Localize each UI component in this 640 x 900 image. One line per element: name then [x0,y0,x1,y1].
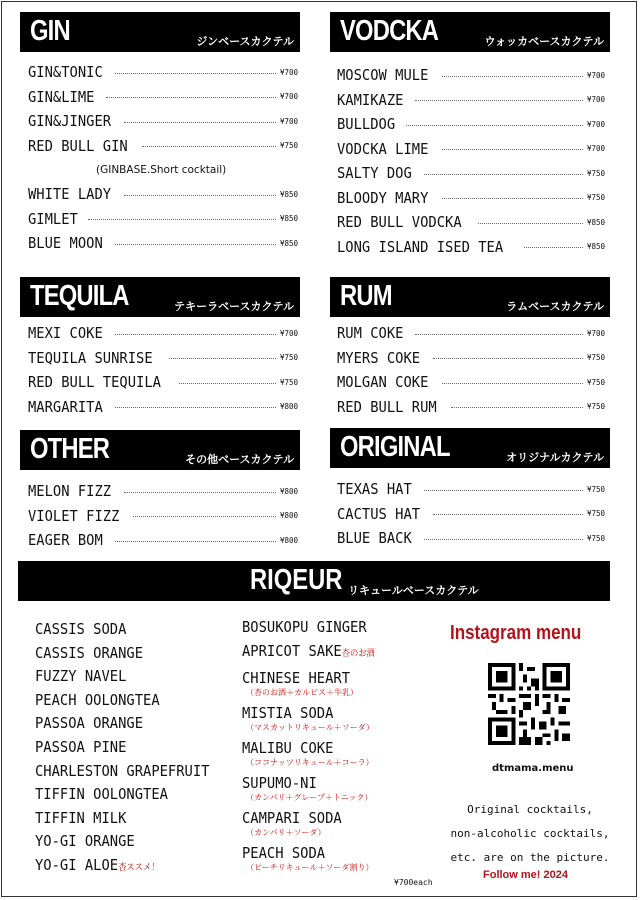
item-price: ¥850 [586,242,605,252]
item-name: MARGARITA [28,397,103,416]
item-price: ¥800 [279,402,298,412]
riqeur-item [242,739,386,768]
item-name: BLOODY MARY [337,188,429,207]
item-price: ¥750 [279,353,298,363]
item-name: GIMLET [28,209,78,228]
leader-dots [124,122,276,123]
item-name: GIN&LIME [28,87,95,106]
item-name: BLUE MOON [28,234,103,253]
item-price: ¥850 [279,214,298,224]
leader-dots [424,174,583,175]
leader-dots [142,146,276,147]
item-name: RED BULL RUM [337,397,437,416]
other-list [28,479,298,553]
riqeur-item [35,830,209,854]
item-description: （カンパリ＋ソーダ） [246,828,326,837]
item-price: ¥750 [586,353,605,363]
leader-dots [115,541,276,542]
riqeur-item [35,854,209,878]
vodcka-item [337,235,605,260]
item-name: MEXI COKE [28,324,103,343]
item-description: （ピーチリキュール＋ソーダ割り） [246,863,374,872]
item-price: ¥750 [586,484,605,494]
gin-title: GIN [30,15,70,47]
leader-dots [124,195,276,196]
item-name: VIOLET FIZZ [28,506,120,525]
leader-dots [406,125,583,126]
tequila-subtitle: テキーラベースカクテル [174,300,294,313]
original-item [337,526,605,551]
vodcka-list [337,63,605,259]
rum-title: RUM [340,280,392,312]
item-price: ¥700 [279,67,298,77]
gin-short-note: (GINBASE.Short cocktail) [96,164,227,176]
item-name: CASSIS SODA [35,620,127,638]
recommend-note: 杏ススメ！ [118,862,160,873]
item-price: ¥700 [586,70,605,80]
leader-dots [106,97,276,98]
item-name: KAMIKAZE [337,90,404,109]
leader-dots [424,490,583,491]
item-name: GIN&JINGER [28,112,112,131]
leader-dots [442,198,583,199]
item-name: MOSCOW MULE [337,66,429,85]
item-name: RUM COKE [337,324,404,343]
vodcka-header [330,12,610,52]
gin-item [28,60,298,85]
riqeur-item [242,669,386,698]
item-name: RED BULL VODCKA [337,213,462,232]
instagram-title: Instagram menu [450,622,582,644]
item-price: ¥700 [279,116,298,126]
item-name: PASSOA ORANGE [35,714,144,733]
riqeur-item [35,665,209,689]
riqeur-each-price: ¥700each [394,878,433,887]
riqeur-header [18,561,610,601]
riqeur-item [35,618,209,642]
original-subtitle: オリジナルカクテル [506,451,604,464]
original-title: ORIGINAL [340,431,450,463]
original-list [337,477,605,551]
leader-dots [179,383,276,384]
item-name: LONG ISLAND ISED TEA [337,237,504,256]
leader-dots [478,223,582,224]
vodcka-subtitle: ウォッカベースカクテル [484,35,604,48]
item-name: RED BULL GIN [28,136,128,155]
item-price: ¥700 [586,144,605,154]
gin-item [28,85,298,110]
item-name: PEACH OOLONGTEA [35,690,160,709]
instagram-info [440,798,620,870]
other-item [28,504,298,529]
riqeur-title: RIQEUR [250,564,343,596]
riqeur-item [242,844,386,873]
tequila-item [28,321,298,346]
item-name: GIN&TONIC [28,63,103,82]
riqeur-item [242,809,386,838]
item-price: ¥750 [279,141,298,151]
item-price: ¥850 [279,189,298,199]
rum-subtitle: ラムベースカクテル [506,300,604,313]
riqeur-item [35,712,209,736]
tequila-title: TEQUILA [30,280,129,312]
item-price: ¥700 [586,119,605,129]
item-name: CACTUS HAT [337,504,421,523]
item-price: ¥750 [586,193,605,203]
leader-dots [442,149,583,150]
item-price: ¥750 [586,168,605,178]
riqeur-list-left [35,618,225,878]
vodcka-item [337,137,605,162]
leader-dots [442,383,583,384]
instagram-handle[interactable]: dtmama.menu [492,763,574,774]
item-name: SALTY DOG [337,164,412,183]
item-name: MELON FIZZ [28,482,112,501]
leader-dots [424,539,583,540]
vodcka-item [337,112,605,137]
gin-list [28,60,298,256]
item-price: ¥850 [586,217,605,227]
leader-dots [451,407,583,408]
vodcka-item [337,88,605,113]
leader-dots [169,358,275,359]
item-name: RED BULL TEQUILA [28,373,161,392]
original-item [337,477,605,502]
info-line: etc. are on the picture. [450,851,610,864]
item-name: CHINESE HEART [242,669,351,687]
leader-dots [124,492,276,493]
other-item [28,479,298,504]
item-name: CHARLESTON GRAPEFRUIT [35,761,210,780]
item-price: ¥800 [279,486,298,496]
item-price: ¥700 [586,328,605,338]
original-header [330,428,610,468]
riqeur-item [242,618,386,636]
leader-dots [115,334,276,335]
item-price: ¥750 [586,377,605,387]
item-name: MALIBU COKE [242,739,334,757]
info-line: Original cocktails, [467,803,593,816]
rum-item [337,395,605,420]
item-name: YO-GI ORANGE [35,832,135,851]
gin-item [28,182,298,207]
riqeur-list-right [242,618,386,879]
info-line: non-alcoholic cocktails, [450,827,610,840]
item-price: ¥750 [586,509,605,519]
item-name: BLUE BACK [337,529,412,548]
vodcka-item [337,63,605,88]
rum-list [337,321,605,419]
vodcka-item [337,161,605,186]
other-title: OTHER [30,433,110,465]
leader-dots [433,514,583,515]
item-name: EAGER BOM [28,531,103,550]
item-price: ¥700 [279,92,298,102]
riqeur-item [242,704,386,733]
item-name: FUZZY NAVEL [35,667,127,686]
rum-item [337,321,605,346]
leader-dots [415,334,583,335]
leader-dots [115,73,276,74]
tequila-item [28,346,298,371]
item-price: ¥750 [279,377,298,387]
item-description: （カンパリ＋グレープ＋トニック） [246,793,373,802]
item-description: （杏のお酒＋カルピス＋牛乳） [246,688,358,697]
gin-header [20,12,300,52]
rum-header [330,277,610,317]
item-name: TIFFIN OOLONGTEA [35,785,168,804]
qr-code-icon[interactable] [488,663,570,745]
item-price: ¥800 [279,535,298,545]
other-header [20,430,300,470]
item-price: ¥700 [586,95,605,105]
riqeur-item [35,689,209,713]
riqeur-item [35,736,209,760]
riqeur-item [35,760,209,784]
leader-dots [115,244,276,245]
item-name: PASSOA PINE [35,737,127,756]
item-description: （ココナッツリキュール＋コーラ） [246,758,374,767]
original-item [337,502,605,527]
riqeur-item [242,642,386,663]
item-name: APRICOT SAKE [242,642,342,660]
leader-dots [115,407,276,408]
item-name: YO-GI ALOE [35,855,119,874]
vodcka-item [337,210,605,235]
riqeur-item [35,642,209,666]
item-price: ¥800 [279,511,298,521]
tequila-header [20,277,300,317]
item-name: TIFFIN MILK [35,808,127,827]
item-name: MYERS COKE [337,348,421,367]
item-name: CAMPARI SODA [242,809,342,827]
item-price: ¥750 [586,402,605,412]
leader-dots [88,219,276,220]
riqeur-subtitle: リキュールベースカクテル [348,584,479,597]
item-price: ¥700 [279,328,298,338]
gin-item [28,231,298,256]
gin-item [28,109,298,134]
riqeur-item [35,807,209,831]
riqeur-item [242,774,386,803]
leader-dots [415,100,583,101]
leader-dots [433,358,583,359]
other-subtitle: その他ベースカクテル [185,453,294,466]
item-description: （マスカットリキュール＋ソーダ） [246,723,374,732]
item-name: MISTIA SODA [242,704,334,722]
item-price: ¥850 [279,238,298,248]
tequila-item [28,395,298,420]
item-name: VODCKA LIME [337,139,429,158]
riqeur-item [35,783,209,807]
item-name: TEQUILA SUNRISE [28,348,153,367]
gin-item [28,134,298,159]
vodcka-item [337,186,605,211]
tequila-item [28,370,298,395]
gin-subtitle: ジンベースカクテル [196,35,294,48]
item-name: PEACH SODA [242,844,326,862]
item-price: ¥750 [586,533,605,543]
item-name: BOSUKOPU GINGER [242,618,367,636]
leader-dots [442,76,583,77]
vodcka-title: VODCKA [340,15,439,47]
tequila-list [28,321,298,419]
item-name: BULLDOG [337,115,396,134]
rum-item [337,346,605,371]
item-name: TEXAS HAT [337,480,412,499]
other-item [28,528,298,553]
rum-item [337,370,605,395]
item-name: SUPUMO-NI [242,774,317,792]
item-note: 杏のお酒 [341,649,375,659]
leader-dots [133,516,276,517]
item-name: CASSIS ORANGE [35,643,144,662]
gin-item [28,207,298,232]
leader-dots [524,247,583,248]
item-name: WHITE LADY [28,185,112,204]
follow-me-text: Follow me! 2024 [483,869,568,881]
item-name: MOLGAN COKE [337,373,429,392]
